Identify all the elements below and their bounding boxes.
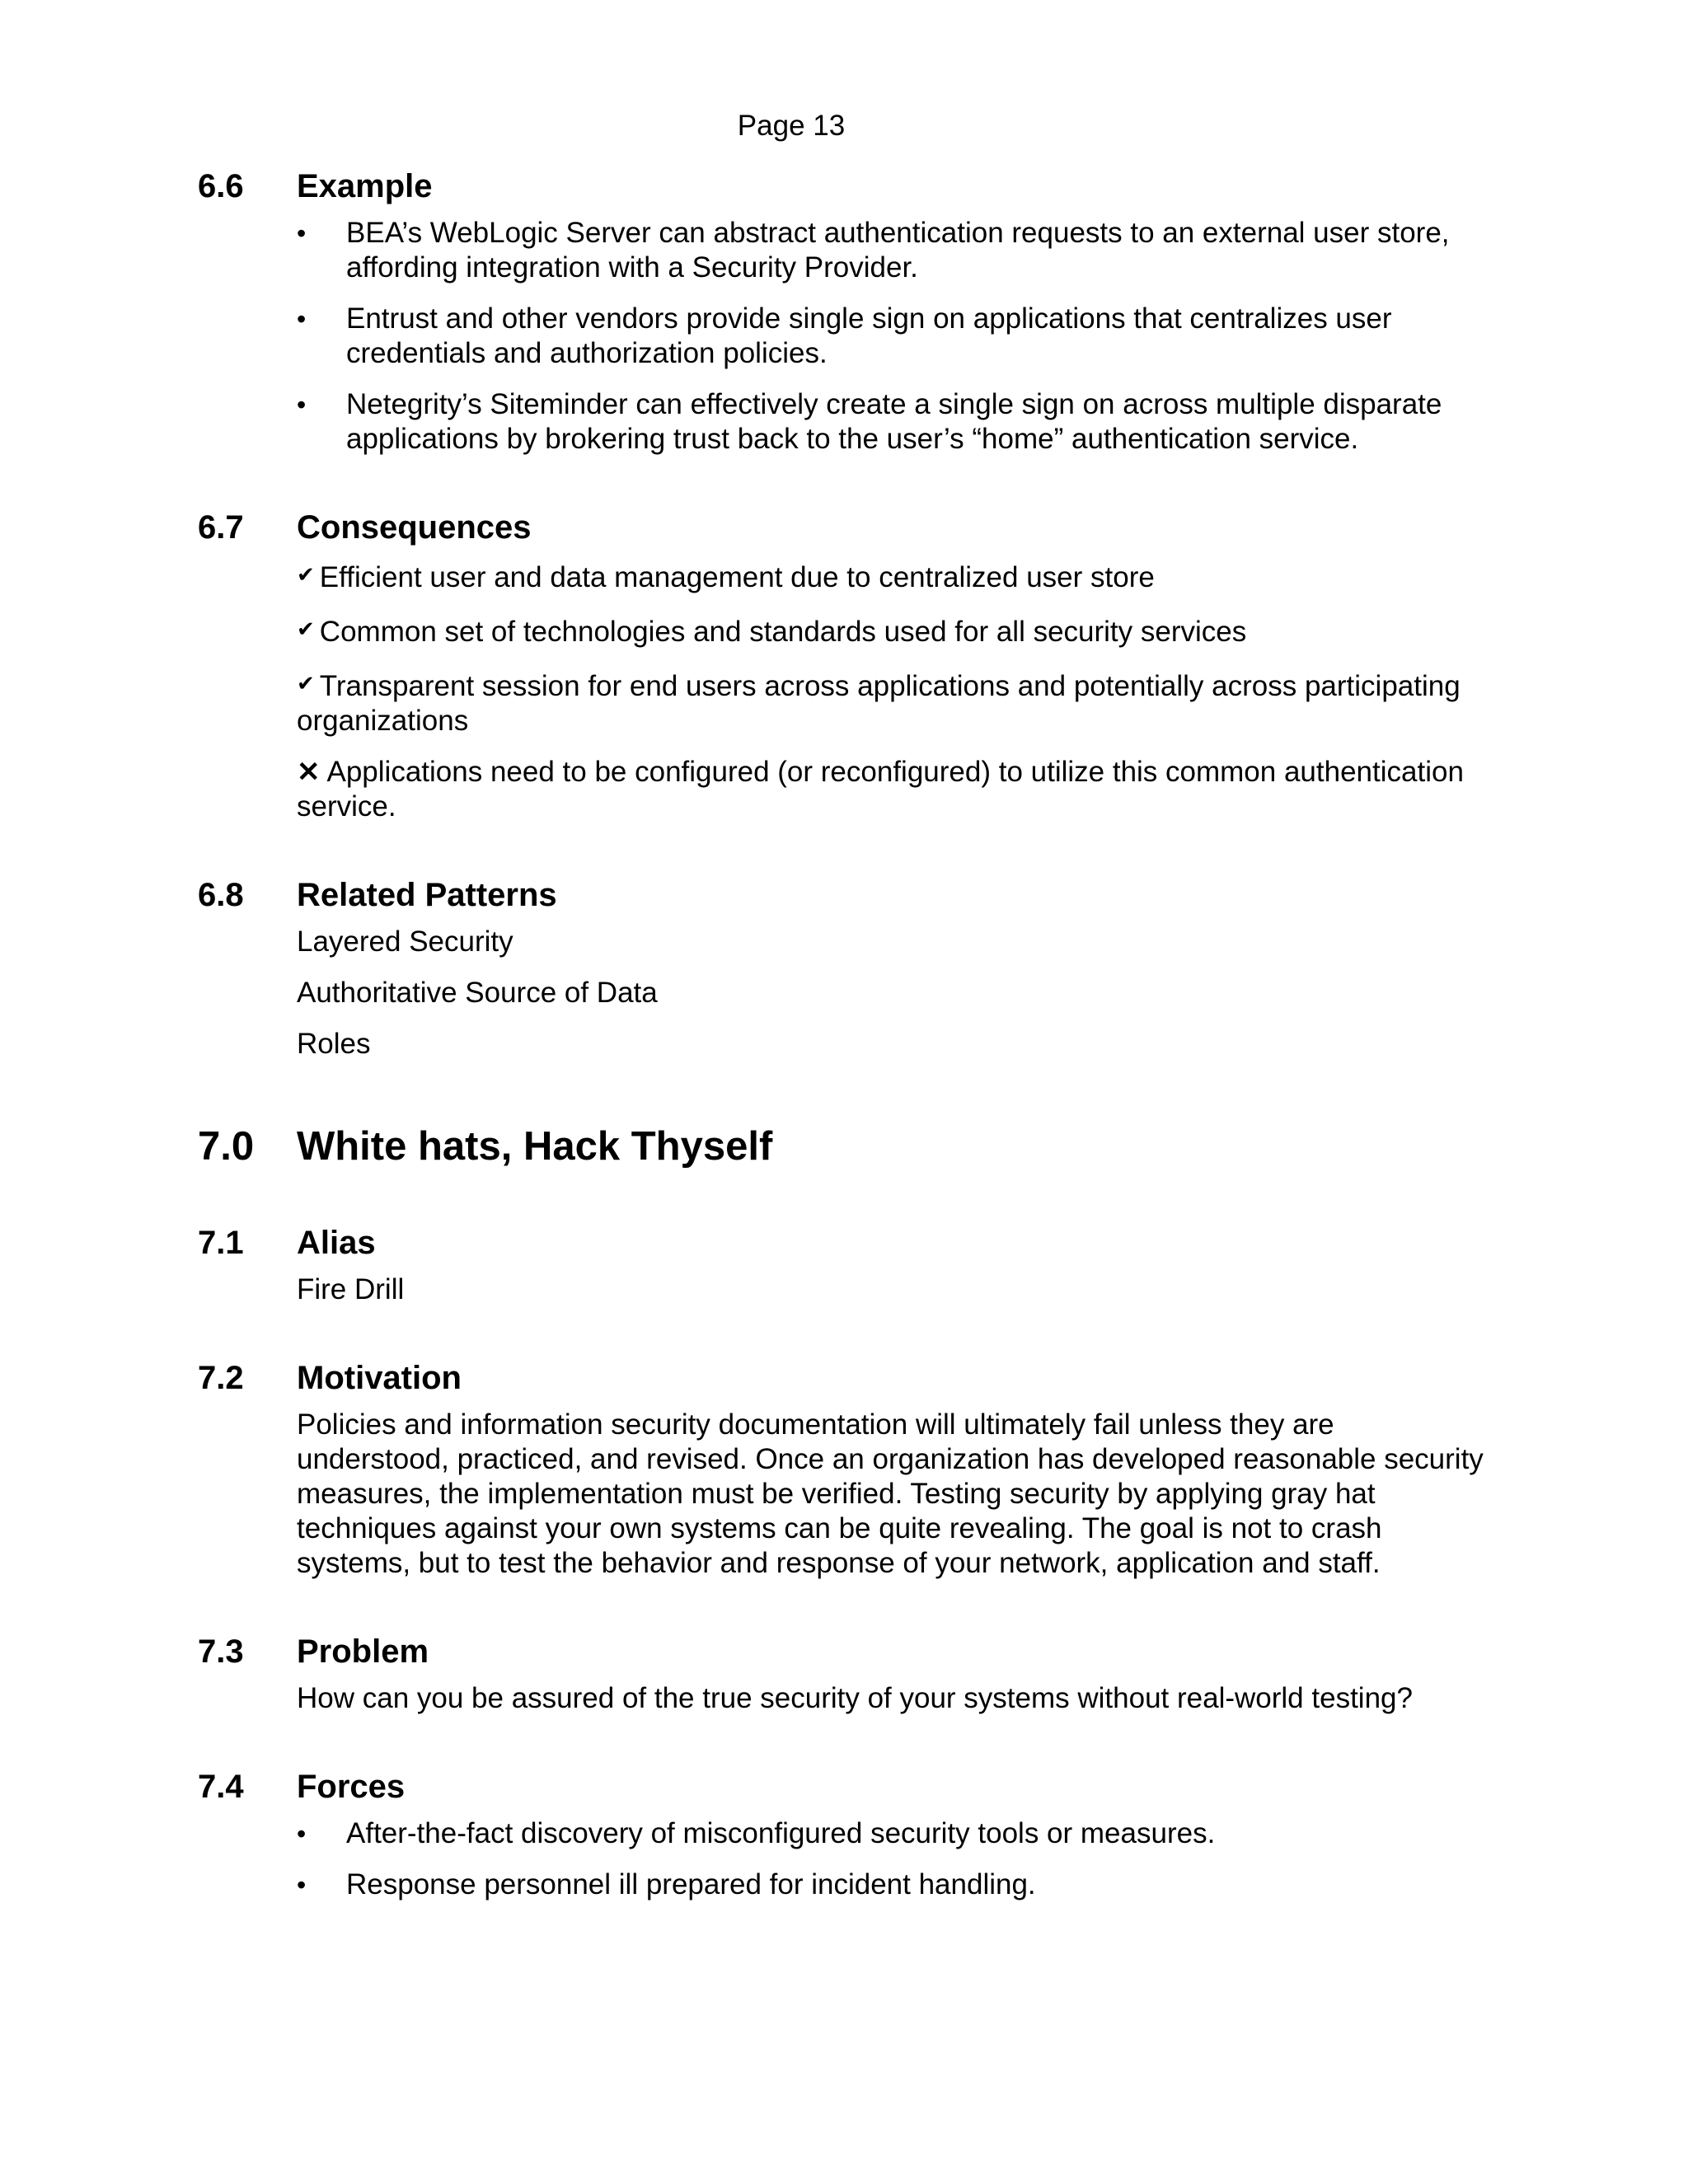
list-item: • Entrust and other vendors provide single sign on applications that centralizes user credentials and authorization policies. [297,302,1392,369]
section-number: 7.0 [198,1124,255,1169]
section-number: 6.8 [198,877,244,913]
section-number: 7.3 [198,1633,244,1670]
list-item: ✔ Transparent session for end users across applications and potentially across participating organizations [297,666,1492,738]
section-title: Motivation [297,1360,462,1396]
check-icon: ✔ [297,671,315,696]
section-number: 7.1 [198,1225,244,1261]
bullet-icon: • [297,390,307,419]
problem-text: How can you be assured of the true security of your systems without real-world testing? [297,1682,1413,1714]
section-title: Consequences [297,509,532,546]
section-title: Example [297,168,433,204]
section-heading-6-6 [198,165,1492,208]
check-icon: ✔ [297,562,315,587]
chapter-heading-7-0 [198,1121,1492,1172]
page-number: Page 13 [737,110,846,142]
cross-icon: ✕ [297,757,321,788]
section-heading-7-3 [198,1630,1492,1673]
related-patterns-list [297,925,1492,1062]
list-item: • After-the-fact discovery of misconfigured security tools or measures. [297,1817,1216,1849]
list-item: Roles [297,1028,371,1060]
bullet-icon: • [297,1870,307,1900]
list-item: ✕ Applications need to be configured (or reconfigured) to utilize this common authentication service. [297,756,1464,823]
example-list [297,216,1492,457]
list-item: Layered Security [297,926,513,958]
section-number: 6.6 [198,168,244,204]
list-item: ✔ Efficient user and data management due to centralized user store [297,557,1492,595]
document-body [198,165,1492,1902]
alias-text: Fire Drill [297,1273,405,1305]
bullet-icon: • [297,1819,307,1849]
section-heading-6-8 [198,874,1492,916]
section-heading-7-2 [198,1357,1492,1399]
forces-list [297,1816,1492,1902]
list-item: • Netegrity’s Siteminder can effectively create a single sign on across multiple disparate applications by brokering trust back to the user’s “home” authentication service. [297,388,1442,455]
section-heading-7-1 [198,1221,1492,1264]
section-number: 7.4 [198,1769,244,1805]
list-item: ✔ Common set of technologies and standards used for all security services [297,612,1492,649]
section-number: 6.7 [198,509,244,546]
section-heading-6-7 [198,506,1492,549]
consequences-list [297,557,1492,824]
section-title: Forces [297,1769,406,1805]
list-item: • Response personnel ill prepared for incident handling. [297,1868,1036,1900]
section-heading-7-4 [198,1765,1492,1808]
motivation-text: Policies and information security documentation will ultimately fail unless they are understood, practiced, and revised. Once an organization has developed reasonable security measures, the implementation must be verified. Testing security by applying gray hat techniques against your own systems can be quite revealing. The goal is not to crash systems, but to test the behavior and response of your network, application and staff. [297,1408,1484,1579]
section-number: 7.2 [198,1360,244,1396]
bullet-icon: • [297,218,307,248]
section-title: Alias [297,1225,376,1261]
list-item: • BEA’s WebLogic Server can abstract authentication requests to an external user store, affording integration with a Security Provider. [297,217,1450,284]
chapter-title: White hats, Hack Thyself [297,1124,773,1169]
check-icon: ✔ [297,616,315,641]
bullet-icon: • [297,304,307,334]
section-title: Related Patterns [297,877,557,913]
list-item: Authoritative Source of Data [297,977,658,1009]
section-title: Problem [297,1633,429,1670]
